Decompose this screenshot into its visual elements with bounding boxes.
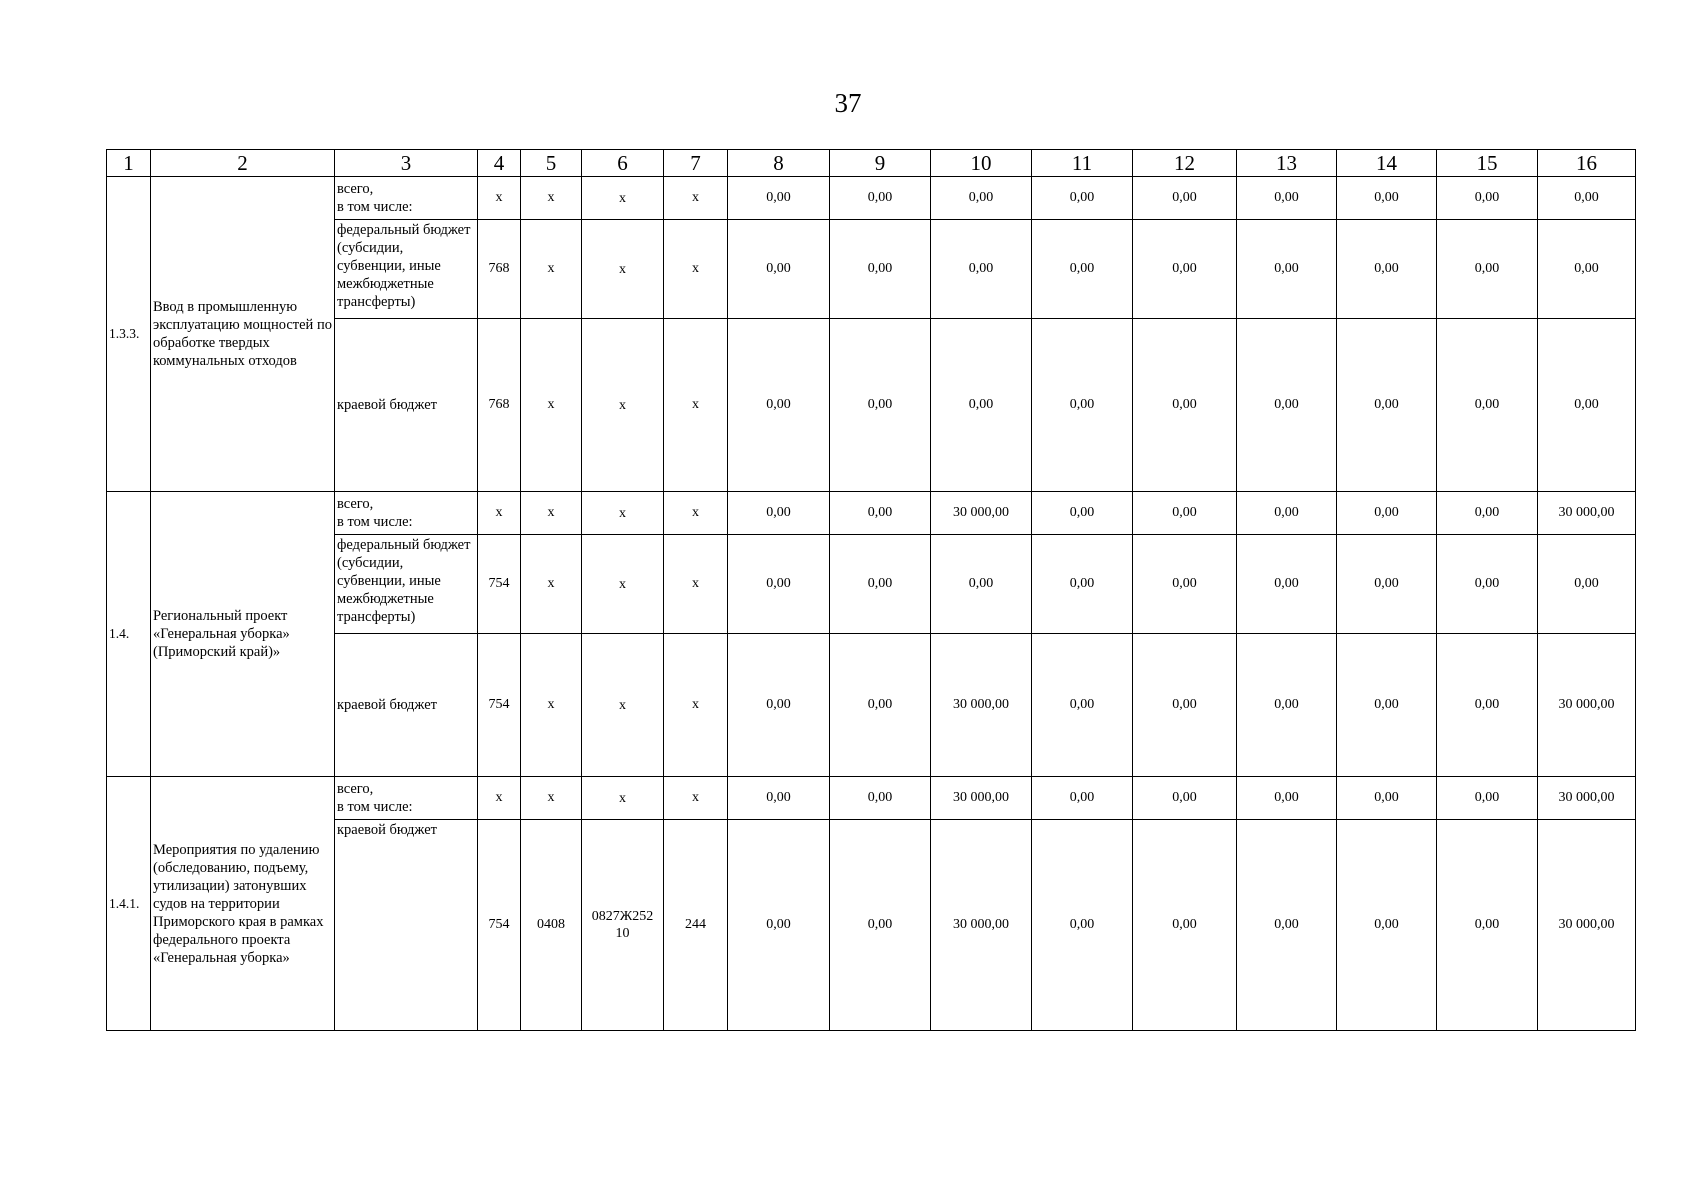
col-4-cell: 768 <box>478 220 521 319</box>
value-cell: 0,00 <box>931 177 1032 220</box>
value-cell: 0,00 <box>931 319 1032 492</box>
col-4-cell: x <box>478 777 521 820</box>
value-cell: 30 000,00 <box>1538 777 1636 820</box>
col-6-cell: x <box>582 177 664 220</box>
value-cell: 0,00 <box>1133 535 1237 634</box>
value-cell: 0,00 <box>1437 777 1538 820</box>
col-7-cell: x <box>664 535 728 634</box>
col-6-cell: 0827Ж252 10 <box>582 820 664 1031</box>
col-7-cell: 244 <box>664 820 728 1031</box>
value-cell: 0,00 <box>1337 535 1437 634</box>
value-cell: 0,00 <box>728 492 830 535</box>
value-cell: 0,00 <box>1538 177 1636 220</box>
table-row <box>107 535 1636 634</box>
value-cell: 30 000,00 <box>931 777 1032 820</box>
value-cell: 0,00 <box>1032 777 1133 820</box>
table-row <box>107 319 1636 492</box>
col-6-cell: x <box>582 319 664 492</box>
value-cell: 0,00 <box>1337 177 1437 220</box>
value-cell: 30 000,00 <box>931 820 1032 1031</box>
value-cell: 0,00 <box>1133 177 1237 220</box>
value-cell: 0,00 <box>1133 777 1237 820</box>
col-header: 3 <box>335 150 478 177</box>
value-cell: 0,00 <box>1538 535 1636 634</box>
table-row <box>107 777 1636 820</box>
value-cell: 0,00 <box>1032 220 1133 319</box>
col-4-cell: 768 <box>478 319 521 492</box>
item-code: 1.4. <box>107 492 151 777</box>
table-row <box>107 634 1636 777</box>
value-cell: 0,00 <box>1538 319 1636 492</box>
col-5-cell: x <box>521 634 582 777</box>
header-row <box>107 150 1636 177</box>
funding-source: всего, в том числе: <box>335 777 478 820</box>
table-row <box>107 220 1636 319</box>
col-5-cell: x <box>521 492 582 535</box>
value-cell: 0,00 <box>1032 820 1133 1031</box>
value-cell: 0,00 <box>830 220 931 319</box>
value-cell: 0,00 <box>1337 820 1437 1031</box>
col-header: 10 <box>931 150 1032 177</box>
table-row <box>107 820 1636 1031</box>
col-header: 12 <box>1133 150 1237 177</box>
value-cell: 0,00 <box>1237 492 1337 535</box>
col-7-cell: x <box>664 634 728 777</box>
value-cell: 0,00 <box>728 634 830 777</box>
value-cell: 0,00 <box>830 319 931 492</box>
value-cell: 0,00 <box>728 777 830 820</box>
col-6-cell: x <box>582 634 664 777</box>
value-cell: 0,00 <box>1437 535 1538 634</box>
col-7-cell: x <box>664 177 728 220</box>
col-header: 7 <box>664 150 728 177</box>
value-cell: 0,00 <box>931 535 1032 634</box>
page-number: 37 <box>834 88 862 118</box>
value-cell: 0,00 <box>1133 220 1237 319</box>
value-cell: 0,00 <box>1032 634 1133 777</box>
value-cell: 0,00 <box>1337 220 1437 319</box>
col-header: 9 <box>830 150 931 177</box>
col-7-cell: x <box>664 319 728 492</box>
item-name: Мероприятия по удалению (обследованию, подъему, утилизации) затонувших судов на территории Приморского края в рамках федерального проекта «Генеральная уборка» <box>151 777 335 1031</box>
col-5-cell: 0408 <box>521 820 582 1031</box>
col-5-cell: x <box>521 220 582 319</box>
value-cell: 0,00 <box>728 319 830 492</box>
value-cell: 30 000,00 <box>1538 820 1636 1031</box>
value-cell: 0,00 <box>728 535 830 634</box>
value-cell: 0,00 <box>830 492 931 535</box>
value-cell: 0,00 <box>1237 634 1337 777</box>
value-cell: 30 000,00 <box>931 492 1032 535</box>
value-cell: 0,00 <box>1032 319 1133 492</box>
value-cell: 30 000,00 <box>1538 492 1636 535</box>
value-cell: 0,00 <box>830 777 931 820</box>
value-cell: 0,00 <box>1437 177 1538 220</box>
col-6-cell: x <box>582 492 664 535</box>
value-cell: 0,00 <box>1032 492 1133 535</box>
value-cell: 0,00 <box>1538 220 1636 319</box>
col-7-cell: x <box>664 220 728 319</box>
col-5-cell: x <box>521 319 582 492</box>
col-5-cell: x <box>521 777 582 820</box>
value-cell: 0,00 <box>728 177 830 220</box>
value-cell: 0,00 <box>1337 319 1437 492</box>
col-header: 15 <box>1437 150 1538 177</box>
value-cell: 0,00 <box>931 220 1032 319</box>
col-7-cell: x <box>664 492 728 535</box>
value-cell: 0,00 <box>1133 492 1237 535</box>
col-header: 4 <box>478 150 521 177</box>
col-6-cell: x <box>582 777 664 820</box>
value-cell: 0,00 <box>830 820 931 1031</box>
item-code: 1.4.1. <box>107 777 151 1031</box>
funding-source: краевой бюджет <box>335 634 478 777</box>
value-cell: 0,00 <box>728 820 830 1031</box>
value-cell: 0,00 <box>1237 777 1337 820</box>
table-row <box>107 177 1636 220</box>
value-cell: 0,00 <box>830 535 931 634</box>
table-row <box>107 492 1636 535</box>
col-7-cell: x <box>664 777 728 820</box>
funding-source: краевой бюджет <box>335 820 478 1031</box>
col-header: 13 <box>1237 150 1337 177</box>
col-4-cell: 754 <box>478 820 521 1031</box>
value-cell: 0,00 <box>1437 220 1538 319</box>
value-cell: 0,00 <box>1437 634 1538 777</box>
value-cell: 0,00 <box>1237 177 1337 220</box>
item-code: 1.3.3. <box>107 177 151 492</box>
value-cell: 0,00 <box>830 177 931 220</box>
col-header: 14 <box>1337 150 1437 177</box>
funding-source: федеральный бюджет (субсидии, субвенции, иные межбюджетные трансферты) <box>335 220 478 319</box>
col-4-cell: x <box>478 177 521 220</box>
col-6-cell: x <box>582 220 664 319</box>
funding-source: всего, в том числе: <box>335 177 478 220</box>
col-4-cell: 754 <box>478 535 521 634</box>
value-cell: 0,00 <box>1133 634 1237 777</box>
value-cell: 0,00 <box>728 220 830 319</box>
table-body <box>107 177 1636 1031</box>
value-cell: 0,00 <box>1437 820 1538 1031</box>
col-4-cell: x <box>478 492 521 535</box>
col-5-cell: x <box>521 177 582 220</box>
value-cell: 0,00 <box>1133 319 1237 492</box>
col-header: 8 <box>728 150 830 177</box>
col-header: 5 <box>521 150 582 177</box>
col-5-cell: x <box>521 535 582 634</box>
col-header: 16 <box>1538 150 1636 177</box>
value-cell: 0,00 <box>1337 777 1437 820</box>
value-cell: 0,00 <box>1032 535 1133 634</box>
funding-source: всего, в том числе: <box>335 492 478 535</box>
value-cell: 0,00 <box>1237 535 1337 634</box>
col-header: 11 <box>1032 150 1133 177</box>
value-cell: 0,00 <box>1437 492 1538 535</box>
budget-table <box>106 149 1636 1031</box>
value-cell: 0,00 <box>830 634 931 777</box>
value-cell: 30 000,00 <box>1538 634 1636 777</box>
value-cell: 0,00 <box>1032 177 1133 220</box>
value-cell: 0,00 <box>1337 634 1437 777</box>
value-cell: 0,00 <box>1337 492 1437 535</box>
funding-source: краевой бюджет <box>335 319 478 492</box>
funding-source: федеральный бюджет (субсидии, субвенции, иные межбюджетные трансферты) <box>335 535 478 634</box>
value-cell: 0,00 <box>1237 220 1337 319</box>
value-cell: 0,00 <box>1437 319 1538 492</box>
value-cell: 0,00 <box>1237 319 1337 492</box>
value-cell: 30 000,00 <box>931 634 1032 777</box>
col-header: 2 <box>151 150 335 177</box>
col-header: 1 <box>107 150 151 177</box>
col-6-cell: x <box>582 535 664 634</box>
value-cell: 0,00 <box>1133 820 1237 1031</box>
value-cell: 0,00 <box>1237 820 1337 1031</box>
col-header: 6 <box>582 150 664 177</box>
col-4-cell: 754 <box>478 634 521 777</box>
item-name: Ввод в промышленную эксплуатацию мощностей по обработке твердых коммунальных отходов <box>151 177 335 492</box>
item-name: Региональный проект «Генеральная уборка» (Приморский край)» <box>151 492 335 777</box>
